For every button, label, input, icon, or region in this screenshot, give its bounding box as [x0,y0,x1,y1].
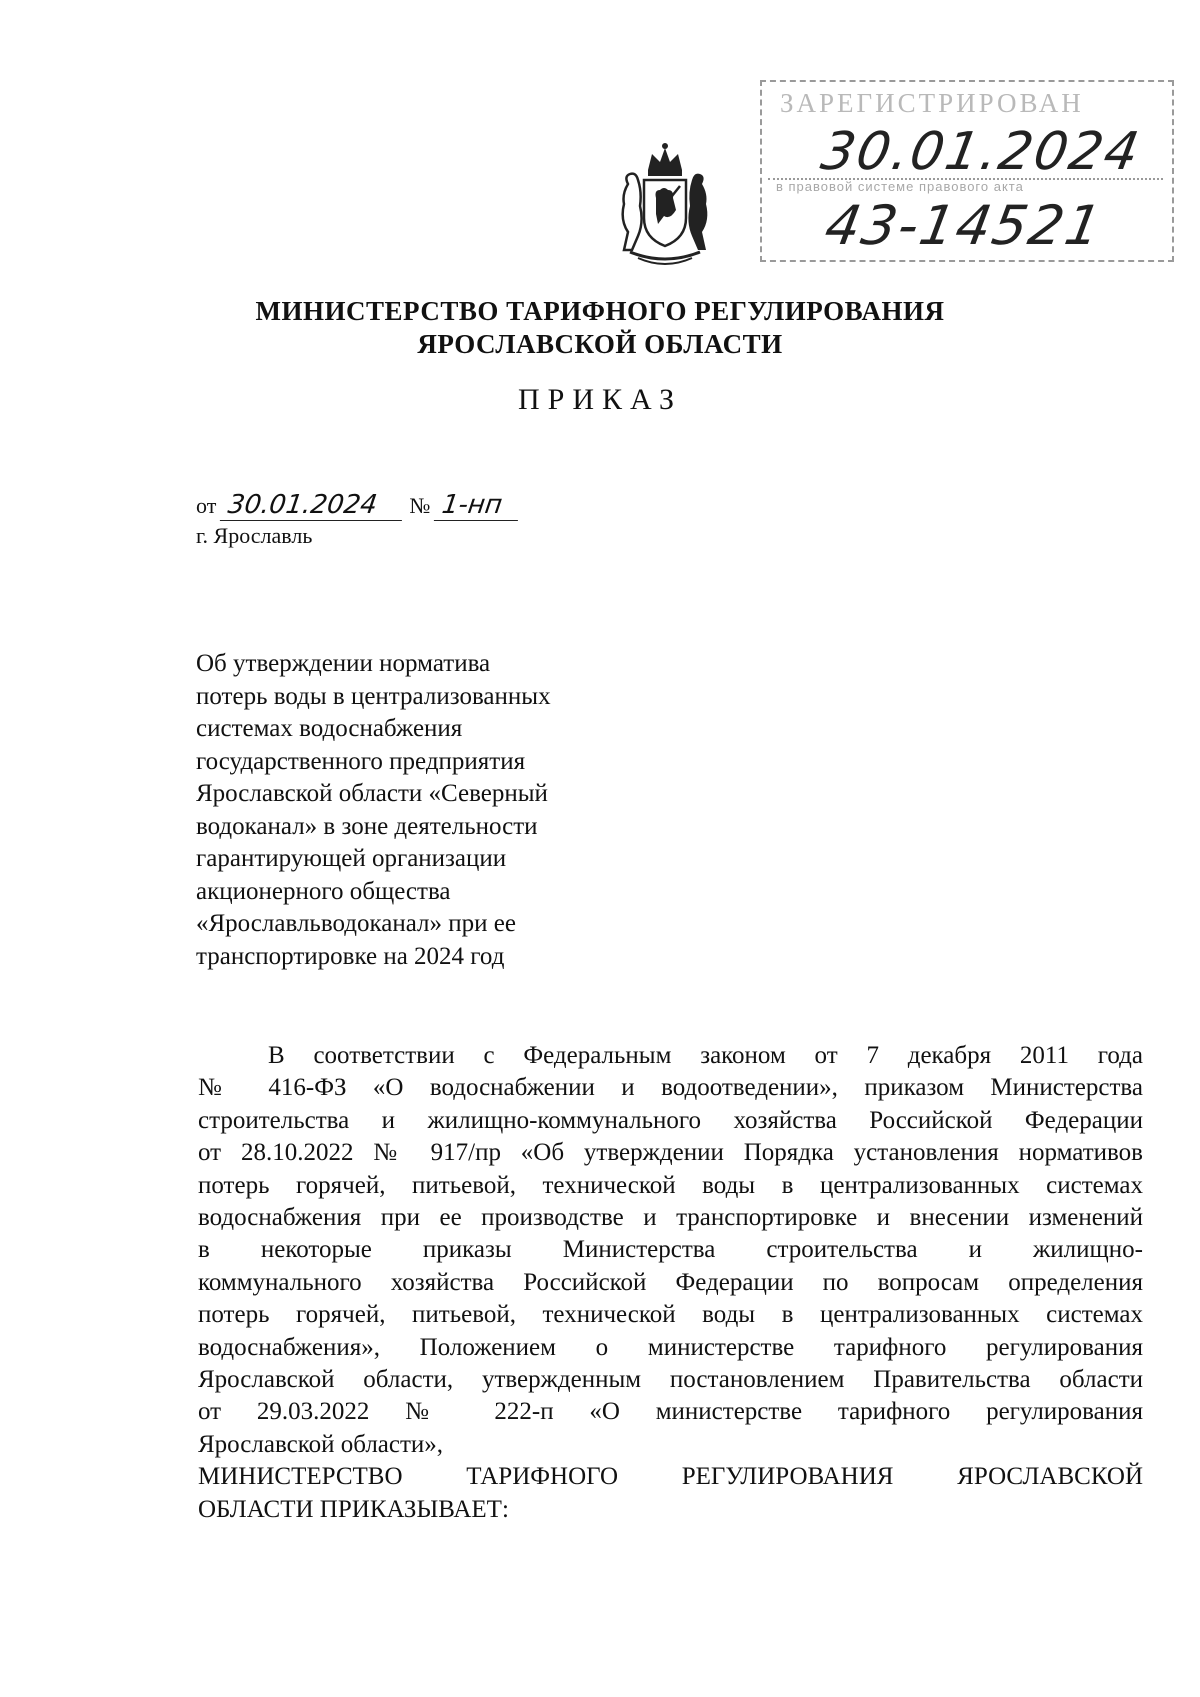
registration-stamp [760,80,1174,262]
stamp-header: ЗАРЕГИСТРИРОВАН [780,88,1084,118]
order-meta [196,490,520,551]
subject-line: водоканал» в зоне деятельности [196,812,538,840]
body-line: МИНИСТЕРСТВО ТАРИФНОГО РЕГУЛИРОВАНИЯ ЯРОСЛАВСКОЙ [198,1463,1143,1491]
subject-line: потерь воды в централизованных [196,682,551,710]
body-line: коммунального хозяйства Российской Федерации по вопросам определения [198,1268,1143,1296]
body-line: Ярославской области», [198,1430,444,1458]
subject-line: Ярославской области «Северный [196,780,548,807]
order-subject [196,648,656,973]
subject-line: гарантирующей организации [196,845,507,872]
stamp-number: 43-14521 [820,194,1108,257]
number-label: № [409,493,431,518]
body-line: потерь горячей, питьевой, технической воды в централизованных системах [198,1301,1143,1329]
body-line: строительства и жилищно-коммунального хозяйства Российской Федерации [198,1106,1143,1134]
body-line: от 28.10.2022 № 917/пр «Об утверждении Порядка установления нормативов [198,1139,1143,1167]
order-number: 1-нп [434,490,522,521]
order-body [198,1040,1143,1526]
body-line: В соответствии с Федеральным законом от 7 декабря 2011 года [268,1042,1143,1069]
city: г. Ярославль [196,523,313,548]
body-line: потерь горячей, питьевой, технической воды в централизованных системах [198,1171,1143,1199]
body-line: водоснабжения при ее производстве и транспортировке и внесении изменений [198,1204,1143,1232]
ministry-name-line1: МИНИСТЕРСТВО ТАРИФНОГО РЕГУЛИРОВАНИЯ [255,296,945,326]
order-date: 30.01.2024 [220,490,406,521]
body-line: Ярославской области, утвержденным постановлением Правительства области [198,1366,1143,1394]
stamp-subtitle: в правовой системе правового акта [776,179,1024,194]
yaroslavl-coat-of-arms-icon [610,140,720,270]
body-line: № 416-ФЗ «О водоснабжении и водоотведении», приказом Министерства [198,1074,1143,1102]
from-label: от [196,493,217,518]
body-line: ОБЛАСТИ ПРИКАЗЫВАЕТ: [198,1495,509,1523]
subject-line: системах водоснабжения [196,715,463,742]
body-line: от 29.03.2022 № 222-п «О министерстве тарифного регулирования [198,1398,1143,1426]
subject-line: транспортировке на 2024 год [196,942,505,970]
subject-line: Об утверждении норматива [196,650,491,677]
subject-line: «Ярославльводоканал» при ее [196,910,516,937]
subject-line: акционерного общества [196,877,451,905]
ministry-name-line2: ЯРОСЛАВСКОЙ ОБЛАСТИ [417,329,783,359]
subject-line: государственного предприятия [196,747,526,775]
order-date-number-row [196,490,520,521]
stamp-date: 30.01.2024 [816,122,1146,182]
body-line: водоснабжения», Положением о министерстве тарифного регулирования [198,1333,1143,1361]
body-line: в некоторые приказы Министерства строительства и жилищно- [198,1236,1143,1264]
document-title: ПРИКАЗ [518,383,682,416]
